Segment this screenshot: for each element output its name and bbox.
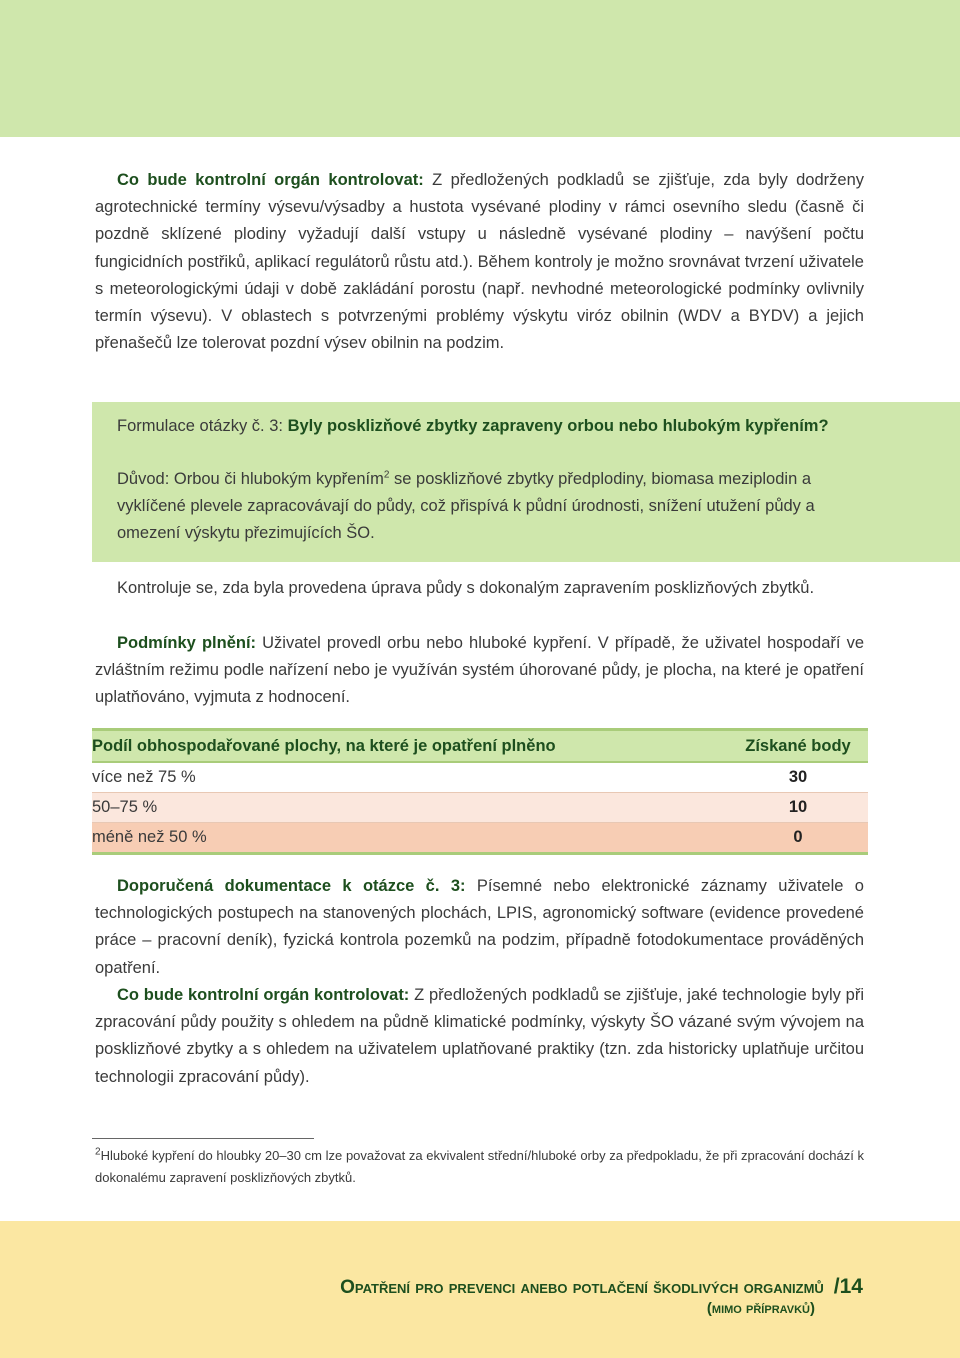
header-share: Podíl obhospodařované plochy, na které je opatření plněno <box>92 730 728 763</box>
conditions-text: Uživatel provedl orbu nebo hluboké kypření. V případě, že uživatel hospodaří ve zvláštním režimu podle nařízení nebo je využíván systém úhorované půdy, je plocha, na které je opatření uplatňováno, vyjmuta z hodnocení. <box>95 634 864 707</box>
header-band <box>0 0 960 137</box>
table-row <box>92 823 868 854</box>
row-share: 50–75 % <box>92 793 728 823</box>
footnote-ref: 2 <box>383 469 390 481</box>
conditions-label: Podmínky plnění: <box>117 634 257 652</box>
row-points: 0 <box>728 823 868 854</box>
documentation-paragraph <box>95 873 864 982</box>
table-row <box>92 762 868 793</box>
reason-text-b: se posklizňové zbytky předplodiny, biomasa meziplodin a vyklíčené plevele zapracovávají do půdy, což přispívá k půdní úrodnosti, snížení utužení půdy a omezení výskytu přezimujících ŠO. <box>117 470 815 542</box>
footer-subtitle: (mimo přípravků) <box>706 1300 815 1317</box>
control-text: Z předložených podkladů se zjišťuje, zda byly dodrženy agrotechnické termíny výsevu/výsadby a hustota vysévané plodiny v rámci osevního sledu (časně či pozdně sklízené plodiny vyžadují další vstupy u následně vysévané plodiny – navýšení počtu fungicidních postřiků, aplikací regulátorů růstu atd.). Během kontroly je možno srovnávat tvrzení uživatele s meteorologickými údaji v době zakládání porostu (např. nevhodné meteorologické podmínky ovlivnily termín výsevu). V oblastech s potvrzenými problémy výskytu viróz obilnin (WDV a BYDV) a jejich přenašečů lze tolerovat pozdní výsev obilnin na podzim. <box>95 171 864 353</box>
documentation-label: Doporučená dokumentace k otázce č. 3: <box>117 877 466 895</box>
question-heading <box>117 414 829 438</box>
control-text-2: Z předložených podkladů se zjišťuje, jaké technologie byly při zpracování půdy použity s ohledem na půdně klimatické podmínky, výskyty ŠO vázané svým vývojem na posklizňové zbytky a s ohledem na uživatelem uplatňované praktiky (tzn. zda historicky uplatňuje určitou technologii zpracování půdy). <box>95 986 864 1086</box>
question-prefix: Formulace otázky č. 3: <box>117 417 288 435</box>
row-share: více než 75 % <box>92 762 728 793</box>
row-points: 10 <box>728 793 868 823</box>
footnote-divider <box>92 1138 314 1139</box>
row-share: méně než 50 % <box>92 823 728 854</box>
question-box <box>92 402 960 562</box>
row-points: 30 <box>728 762 868 793</box>
table-header-row <box>92 730 868 763</box>
reason-text-a: Důvod: Orbou či hlubokým kypřením <box>117 470 384 488</box>
footnote-number: 2 <box>95 1146 101 1158</box>
question-text: Byly posklizňové zbytky zapraveny orbou nebo hlubokým kypřením? <box>287 417 829 435</box>
scoring-table <box>92 728 868 855</box>
footnote <box>95 1145 864 1189</box>
documentation-text: Písemné nebo elektronické záznamy uživatele o technologických postupech na stanovených plochách, LPIS, agronomický software (evidence provedené práce – pracovní deník), fyzická kontrola pozemků na podzim, případně fotodokumentace prováděných opatření. <box>95 877 864 977</box>
header-points: Získané body <box>728 730 868 763</box>
control-paragraph-2 <box>95 982 864 1091</box>
page-number: /14 <box>833 1275 863 1298</box>
control-paragraph <box>95 167 864 357</box>
control-label: Co bude kontrolní orgán kontrolovat: <box>117 171 424 189</box>
footnote-text: Hluboké kypření do hloubky 20–30 cm lze považovat za ekvivalent střední/hluboké orby za předpokladu, že při zpracování dochází k dokonalému zapravení posklizňových zbytků. <box>95 1148 864 1185</box>
check-statement: Kontroluje se, zda byla provedena úprava půdy s dokonalým zapravením posklizňových zbytků. <box>117 579 815 597</box>
footer-title-text: Opatření pro prevenci anebo potlačení škodlivých organizmů <box>340 1277 824 1298</box>
conditions-paragraph <box>95 630 864 712</box>
control-label-2: Co bude kontrolní orgán kontrolovat: <box>117 986 410 1004</box>
question-reason <box>117 466 865 547</box>
footer-title <box>340 1275 863 1300</box>
table-row <box>92 793 868 823</box>
